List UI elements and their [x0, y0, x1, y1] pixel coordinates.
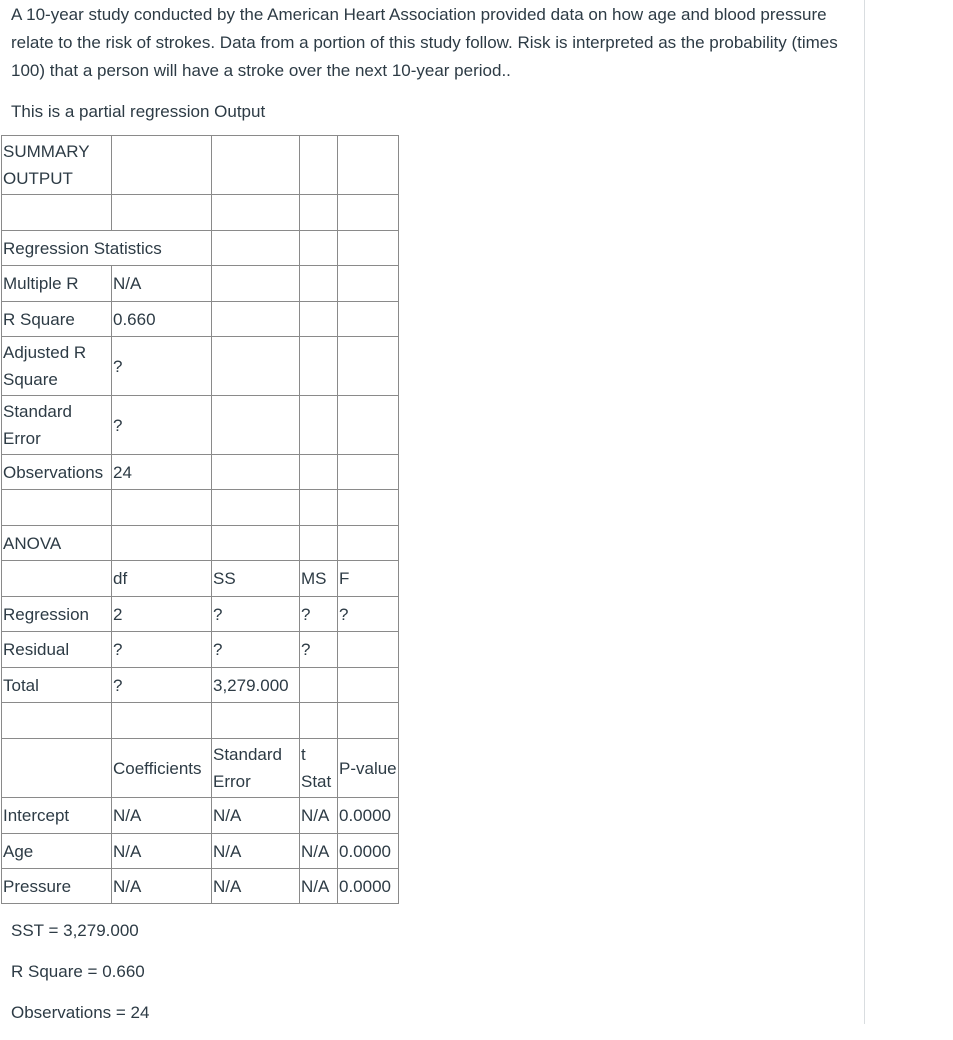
anova-header-df: df — [112, 561, 212, 597]
question-text: A 10-year study conducted by the American Heart Association provided data on how age and blood pressure relate to the risk of strokes. Data from a portion of this study follow. Risk is interpreted as the probability (times 100) that a person will have a stroke over the next 10-year period.. — [11, 5, 838, 80]
stat-row-r-square — [2, 302, 399, 337]
table-row — [2, 195, 399, 231]
table-row — [2, 490, 399, 526]
subtitle: This is a partial regression Output — [11, 102, 266, 121]
ms-value: ? — [300, 597, 338, 632]
anova-row-regression — [2, 597, 399, 632]
coef-row-intercept — [2, 798, 399, 834]
regression-statistics-heading: Regression Statistics — [2, 231, 212, 266]
f-value — [338, 668, 399, 703]
coef-row-age — [2, 834, 399, 869]
stat-value: N/A — [112, 266, 212, 302]
observations-note: Observations = 24 — [11, 1003, 150, 1022]
r-square-note: R Square = 0.660 — [11, 962, 145, 981]
stat-row-multiple-r — [2, 266, 399, 302]
coef-header-p-value: P-value — [338, 739, 399, 798]
table-row — [2, 526, 399, 561]
anova-header-ms: MS — [300, 561, 338, 597]
anova-row-total — [2, 668, 399, 703]
se-value: N/A — [212, 869, 300, 904]
coef-row-pressure — [2, 869, 399, 904]
p-value: 0.0000 — [338, 834, 399, 869]
anova-row-residual — [2, 632, 399, 668]
stat-label: Adjusted R Square — [2, 337, 112, 396]
ms-value — [300, 668, 338, 703]
right-divider — [864, 0, 865, 1024]
anova-header-f: F — [338, 561, 399, 597]
table-row — [2, 136, 399, 195]
row-label: Residual — [2, 632, 112, 668]
f-value: ? — [338, 597, 399, 632]
stat-label: Observations — [2, 455, 112, 490]
coef-header-standard-error: Standard Error — [212, 739, 300, 798]
p-value: 0.0000 — [338, 869, 399, 904]
se-value: N/A — [212, 798, 300, 834]
se-value: N/A — [212, 834, 300, 869]
ss-value: ? — [212, 597, 300, 632]
stat-value: 24 — [112, 455, 212, 490]
stat-value: ? — [112, 337, 212, 396]
stat-label: R Square — [2, 302, 112, 337]
stat-row-observations — [2, 455, 399, 490]
df-value: ? — [112, 632, 212, 668]
ms-value: ? — [300, 632, 338, 668]
question-content — [11, 0, 856, 126]
footer-notes — [11, 917, 149, 1040]
table-row — [2, 231, 399, 266]
coef-value: N/A — [112, 798, 212, 834]
coef-value: N/A — [112, 834, 212, 869]
stat-label: Multiple R — [2, 266, 112, 302]
stat-row-adjusted-r-square — [2, 337, 399, 396]
sst-note: SST = 3,279.000 — [11, 921, 139, 940]
coef-header-t-stat: t Stat — [300, 739, 338, 798]
coef-value: N/A — [112, 869, 212, 904]
stat-value: ? — [112, 396, 212, 455]
p-value: 0.0000 — [338, 798, 399, 834]
f-value — [338, 632, 399, 668]
row-label: Age — [2, 834, 112, 869]
coef-header-coefficients: Coefficients — [112, 739, 212, 798]
table-row — [2, 703, 399, 739]
coefficients-header-row — [2, 739, 399, 798]
summary-title: SUMMARY OUTPUT — [2, 136, 112, 195]
t-value: N/A — [300, 834, 338, 869]
stat-value: 0.660 — [112, 302, 212, 337]
stat-label: Standard Error — [2, 396, 112, 455]
row-label: Intercept — [2, 798, 112, 834]
anova-header-row — [2, 561, 399, 597]
anova-header-ss: SS — [212, 561, 300, 597]
t-value: N/A — [300, 798, 338, 834]
regression-output-table — [1, 135, 399, 904]
anova-title: ANOVA — [2, 526, 112, 561]
stat-row-standard-error — [2, 396, 399, 455]
ss-value: ? — [212, 632, 300, 668]
row-label: Total — [2, 668, 112, 703]
df-value: ? — [112, 668, 212, 703]
t-value: N/A — [300, 869, 338, 904]
row-label: Regression — [2, 597, 112, 632]
df-value: 2 — [112, 597, 212, 632]
ss-value: 3,279.000 — [212, 668, 300, 703]
row-label: Pressure — [2, 869, 112, 904]
